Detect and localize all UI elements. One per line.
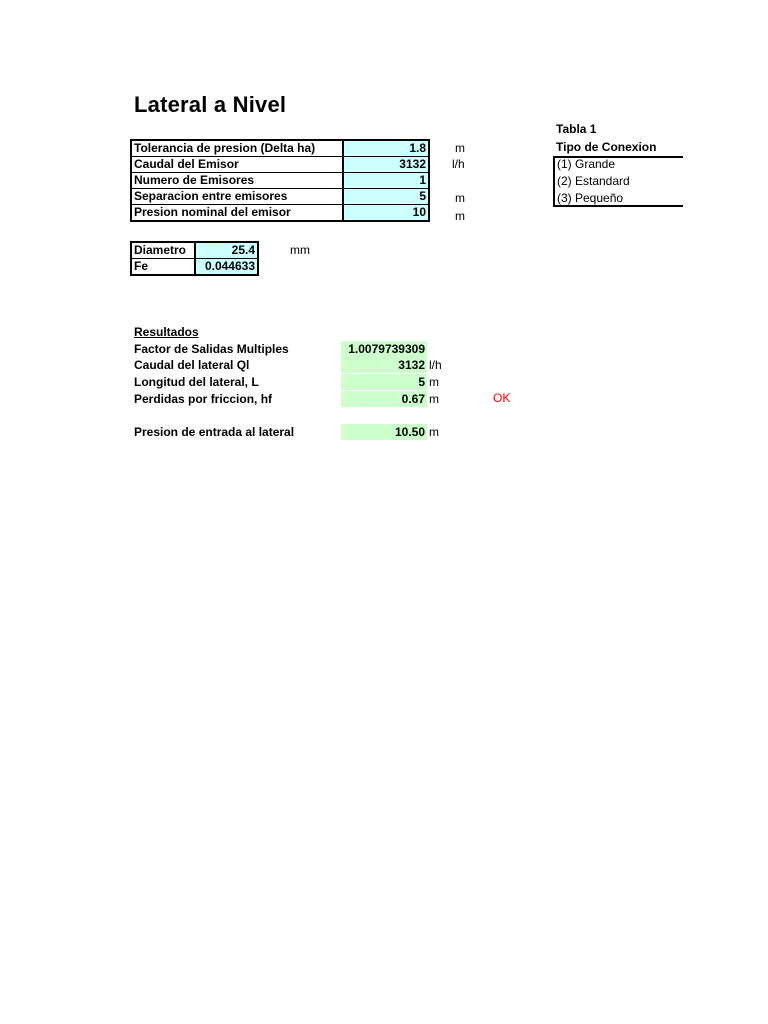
- input-unit-tolerancia: m: [455, 141, 465, 155]
- result-value-presion-entrada: 10.50: [341, 424, 427, 440]
- input-unit-presion: m: [455, 209, 465, 223]
- input-label-tolerancia: Tolerancia de presion (Delta ha): [131, 140, 343, 157]
- input-value-presion[interactable]: 10: [343, 205, 429, 222]
- results-header: Resultados: [134, 325, 199, 339]
- result-value-longitud: 5: [341, 374, 427, 390]
- diameter-table: [130, 241, 259, 276]
- tabla1-item-estandard: (2) Estandard: [557, 174, 630, 188]
- diameter-label: Diametro: [131, 242, 195, 259]
- input-label-separacion: Separacion entre emisores: [131, 189, 343, 205]
- input-value-tolerancia[interactable]: 1.8: [343, 140, 429, 157]
- input-label-presion: Presion nominal del emisor: [131, 205, 343, 222]
- input-unit-caudal: l/h: [452, 157, 465, 171]
- diameter-value[interactable]: 25.4: [195, 242, 258, 259]
- status-ok-text: OK: [493, 391, 511, 405]
- input-value-separacion[interactable]: 5: [343, 189, 429, 205]
- diameter-unit: mm: [290, 243, 310, 257]
- fe-value[interactable]: 0.044633: [195, 259, 258, 276]
- tabla1-item-grande: (1) Grande: [557, 157, 616, 171]
- input-unit-separacion: m: [455, 191, 465, 205]
- fe-row: [131, 259, 258, 276]
- tabla1-title: Tabla 1: [556, 122, 597, 136]
- input-row-caudal: [131, 157, 429, 173]
- page-title: Lateral a Nivel: [134, 92, 287, 117]
- input-label-caudal: Caudal del Emisor: [131, 157, 343, 173]
- result-value-perdidas: 0.67: [341, 391, 427, 407]
- input-row-tolerancia: [131, 140, 429, 157]
- input-row-presion: [131, 205, 429, 222]
- result-label-presion-entrada: Presion de entrada al lateral: [134, 425, 295, 439]
- result-value-factor: 1.0079739309: [341, 341, 427, 357]
- result-label-perdidas: Perdidas por friccion, hf: [134, 392, 273, 406]
- result-unit-presion-entrada: m: [429, 425, 439, 439]
- input-row-numero: [131, 173, 429, 189]
- tabla1-item-pequeno: (3) Pequeño: [557, 191, 624, 205]
- input-value-numero[interactable]: 1: [343, 173, 429, 189]
- input-label-numero: Numero de Emisores: [131, 173, 343, 189]
- result-label-longitud: Longitud del lateral, L: [134, 375, 259, 389]
- result-unit-longitud: m: [429, 375, 439, 389]
- result-unit-caudal: l/h: [429, 358, 442, 372]
- result-unit-perdidas: m: [429, 392, 439, 406]
- input-row-separacion: [131, 189, 429, 205]
- fe-label: Fe: [131, 259, 195, 276]
- tabla1-subtitle: Tipo de Conexion: [556, 140, 657, 154]
- input-parameters-table: [130, 139, 430, 222]
- result-value-caudal: 3132: [341, 357, 427, 373]
- input-value-caudal[interactable]: 3132: [343, 157, 429, 173]
- result-label-caudal: Caudal del lateral Ql: [134, 358, 250, 372]
- result-label-factor: Factor de Salidas Multiples: [134, 342, 289, 356]
- diameter-row: [131, 242, 258, 259]
